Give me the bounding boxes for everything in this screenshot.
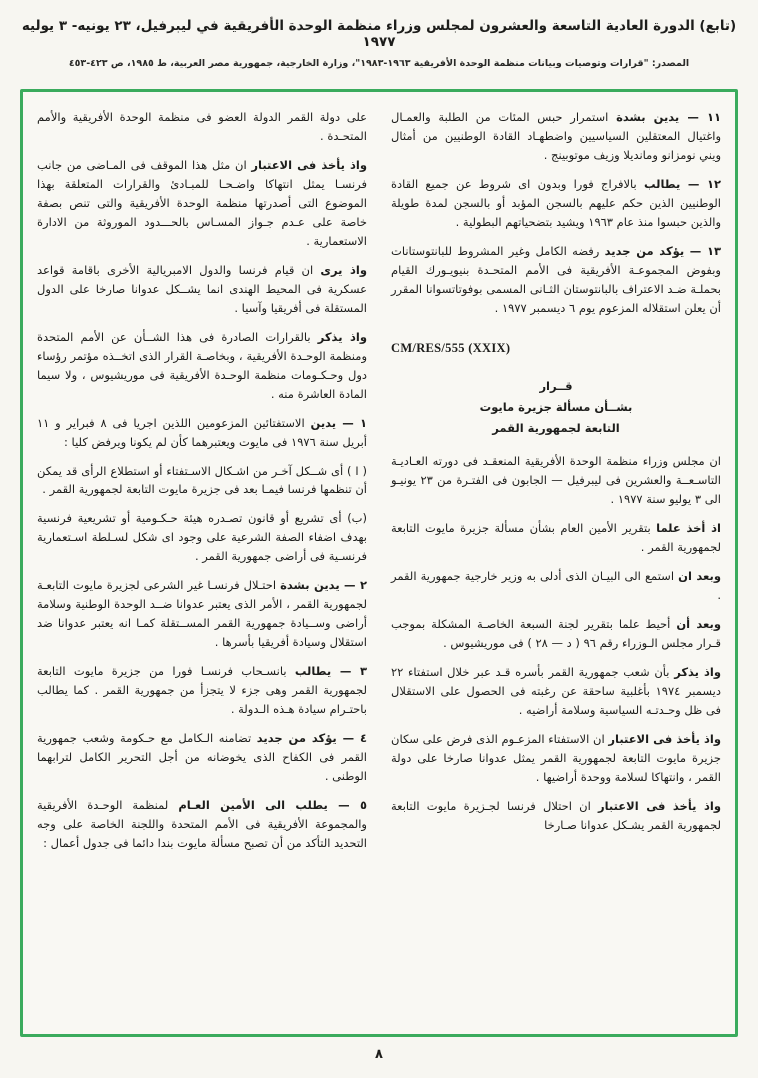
paragraph-lead: ١٢ — يطالب [643, 176, 722, 191]
paragraph-operative-5 [37, 796, 367, 853]
paragraph-text: ( ا ) أى شــكل آخـر من اشـكال الاسـتفتاء أو استطلاع الرأى قد يمكن أن تنظمها فرنسا فيمـا بعد فى جزيرة مايوت التابعة لجمهورية القمر . [37, 463, 367, 497]
column-right [391, 108, 721, 1018]
paragraph-text: احتـلال فرنسـا غير الشرعى لجزيرة مايوت التابعـة لجمهورية القمر ، الأمر الذى يعتبر عدوانا ضــد الوحدة الوطنية وسلامة أراضى وســيادة جمهورية القمر المســتقلة كمـا انه يعتبر عدوانا ضد استقلال وسيادة أفريقيا بأسرها . [37, 578, 367, 650]
paragraph-lead: ١ — يدين [310, 415, 368, 430]
page-header [20, 18, 738, 69]
paragraph-text: بأن شعب جمهورية القمر بأسره قـد عبر خلال استفتاء ٢٢ ديسمبر ١٩٧٤ بأغلبية ساحقة عن رغبته فى الحصول على الاستقلال فى ظل وحـدتـه السياسية وسلامة أراضيه . [391, 665, 721, 718]
paragraph-text: على دولة القمر الدولة العضو فى منظمة الوحدة الأفريقية والأمم المتحـدة . [37, 110, 367, 143]
paragraph-text: ان قيام فرنسا والدول الامبريالية الأخرى باقامة قواعد عسكرية فى المحيط الهندى انما يشــكل عدوانا صارخا على الدول المستقلة فى أفريقيا وآسيا . [37, 262, 367, 315]
paragraph-lead: واذ يذكر [674, 665, 721, 680]
paragraph-subitem-b [37, 509, 367, 566]
paragraph-text: ان مثل هذا الموقف فى المـاضى من جانب فرنسـا يمثل انتهاكا واضـحـا للمبـادئ والقرارات المتعلقة بهذا الموضوع التى أصدرتها منظمة الوحدة الأفريقية والتى تنص بصفة خاصة على عـدم جـواز المسـاس بالحـــدود الموروثة من الادارة الاستعمارية . [37, 157, 367, 248]
paragraph-lead: ١١ — يدين بشدة [616, 110, 721, 124]
paragraph-lead: وبعد ان [678, 569, 721, 584]
paragraph-lead: ٣ — يطالب [294, 664, 367, 679]
paragraph-lead: ١٣ — يؤكد من جديد [604, 243, 721, 258]
paragraph-subitem-a [37, 462, 367, 500]
paragraph-text: ان مجلس وزراء منظمة الوحدة الأفريقية المنعقـد فى دورته العـاديـة التاسـعــة والعشرين فى ليبرفيل — الجابون فى الفتـرة من ٢٣ يونيـو الى ٣ يوليو سنة ١٩٧٧ . [391, 454, 722, 507]
paragraph-lead: اذ أخذ علما [656, 521, 721, 536]
paragraph-operative-2 [37, 576, 367, 652]
paragraph-text: استمرار حبس المئات من الطلبة والعمـال واغتيال المعتقلين السياسيين واضطهـاد القادة الوطنيين من أمثال ويني نومزانو ومانديلا وزيف موتوبينج . [391, 110, 721, 162]
paragraph-text: بتقرير الأمين العام بشأن مسألة جزيرة مايوت التابعة لجمهورية القمر . [391, 521, 721, 555]
paragraph-item-13 [391, 242, 721, 318]
paragraph-text: تضامنه الـكامل مع حـكومة وشعب جمهورية القمر فى الكفاح الذى يخوضانه من أجل التحرير الكامل لترابهما الوطنى . [37, 731, 367, 784]
paragraph-text: ان احتلال فرنسا لجـزيرة مايوت التابعة لجمهورية القمر يشـكل عدوانا صـارخا [391, 798, 721, 832]
paragraph-operative-1 [37, 414, 367, 452]
paragraph-preamble [37, 156, 367, 251]
content-border-box [20, 89, 738, 1037]
paragraph-preamble-opening [391, 452, 721, 509]
paragraph-continuation [37, 108, 367, 146]
paragraph-item-11 [391, 108, 721, 165]
resolution-heading-line-2: بشــأن مسألة جزيرة مايوت [479, 400, 633, 414]
resolution-heading-line-1: قــرار [539, 379, 573, 394]
paragraph-preamble [391, 615, 721, 653]
paragraph-preamble [391, 663, 721, 720]
paragraph-text: لمنظمة الوحـدة الأفريقية والمجموعة الأفريقية فى الأمم المتحدة واللجنة الخاصة على وجه التحديد التأكد من أن تصبح مسألة مايوت بندا دائما فى جدول أعمال : [37, 798, 367, 850]
paragraph-text: الاستفتائين المزعومين اللذين اجريا فى ٨ فبراير و ١١ أبريل سنة ١٩٧٦ فى مايوت ويعتبرهما كأن لم يكونا ويرفض كليا : [37, 415, 367, 449]
document-source-line: المصدر: "قرارات وتوصيات وبيانات منظمة الوحدة الأفريقية ١٩٦٣-١٩٨٣"، وزارة الخارجية، جمهورية مصر العربية، ط ١٩٨٥، ص ٤٢٣-٤٥٣ [68, 58, 690, 69]
paragraph-lead: واذ يأخذ فى الاعتبار [608, 732, 721, 746]
paragraph-preamble [391, 797, 721, 835]
paragraph-text: (ب) أى تشريع أو قانون تصـدره هيئة حـكـومية أو تشريعية فرنسية بهدف اضفاء الصفة الشرعية على وجود اى شكل لسـلطة اسـتعمارية فرنسـية فى أراضى جمهورية القمر . [37, 511, 367, 564]
paragraph-preamble [37, 261, 367, 318]
paragraph-text: بالافراج فورا وبدون اى شروط عن جميع القادة الوطنيين الذين حكم عليهم بالسجن المؤبد أو بالسجن لمدة طويلة والذين حبسوا منذ عام ١٩٦٣ ويشيد بتضحياتهم البطولية . [391, 176, 721, 229]
paragraph-lead: واذ يأخذ فى الاعتبار [251, 157, 367, 172]
paragraph-text: بانسـحاب فرنسـا فورا من جزيرة مايوت التابعة لجمهورية القمر وهى جزء لا يتجزأ من جمهورية القمر . كما يطالب باحتـرام سيادة هـذه الـدولة . [37, 664, 367, 717]
resolution-number: CM/RES/555 (XXIX) [391, 340, 511, 355]
page-number: ٨ [375, 1047, 383, 1062]
column-left [37, 108, 367, 1018]
paragraph-item-12 [391, 175, 721, 232]
paragraph-operative-3 [37, 662, 367, 719]
paragraph-text: رفضه الكامل وغير المشروط للبانتوستانات وبفوض المجموعـة الأفريقية فى الأمم المتحـدة بنيويـورك القيام بحملـة ضـد الاعتراف بالبانتوستان الثـانى المسمى بوفوتاتسوانا المقرر أن يعلن استقلاله المزعوم يوم ٦ ديسمبر ١٩٧٧ . [391, 243, 721, 315]
paragraph-preamble [37, 328, 367, 404]
paragraph-preamble [391, 730, 721, 787]
paragraph-preamble [391, 567, 721, 605]
paragraph-text: ان الاستفتاء المزعـوم الذى فرض على سكان جزيرة مايوت التابعة لجمهورية القمر يمثل عدوانا صارخا على دولة القمر ، وانتهاكا لسلامة ووحدة أراضيها . [391, 732, 721, 784]
paragraph-text: استمع الى البيـان الذى أدلى به وزير خارجية جمهورية القمر . [391, 569, 721, 603]
resolution-heading [391, 376, 721, 438]
resolution-heading-line-3: التابعة لجمهورية القمر [492, 420, 620, 435]
paragraph-lead: ٤ — يؤكد من جديد [256, 731, 367, 746]
paragraph-text: بالقرارات الصادرة فى هذا الشــأن عن الأمم المتحدة ومنظمة الوحـدة الأفريقية ، وبخاصـة القرار الذى اتخــذه مؤتمر رؤساء دول وحـكـومات منظمة الوحـدة الأفريقية فى موريشيوس ، ولا سيما المادة العاشرة منه . [37, 329, 367, 401]
page-footer [20, 1047, 738, 1062]
paragraph-operative-4 [37, 729, 367, 786]
paragraph-lead: واذ يأخذ فى الاعتبار [597, 798, 721, 813]
paragraph-lead: واذ يرى [320, 262, 368, 277]
paragraph-lead: واذ يذكر [317, 329, 367, 344]
paragraph-lead: وبعد أن [676, 617, 721, 632]
paragraph-preamble [391, 519, 721, 557]
paragraph-text: أحيط علما بتقرير لجنة السبعة الخاصـة المشكلة بموجب قـرار مجلس الـوزراء رقم ٩٦ ( د — ٢٨ ) فى موريشيوس . [391, 617, 721, 651]
document-title: (تابع) الدورة العادية التاسعة والعشرون لمجلس وزراء منظمة الوحدة الأفريقية في ليبرفيل، ٢٣ يونيه- ٣ يوليه ١٩٧٧ [21, 18, 737, 50]
paragraph-lead: ٥ — يطلب الى الأمين العـام [178, 798, 367, 813]
paragraph-lead: ٢ — يدين بشدة [280, 578, 368, 593]
